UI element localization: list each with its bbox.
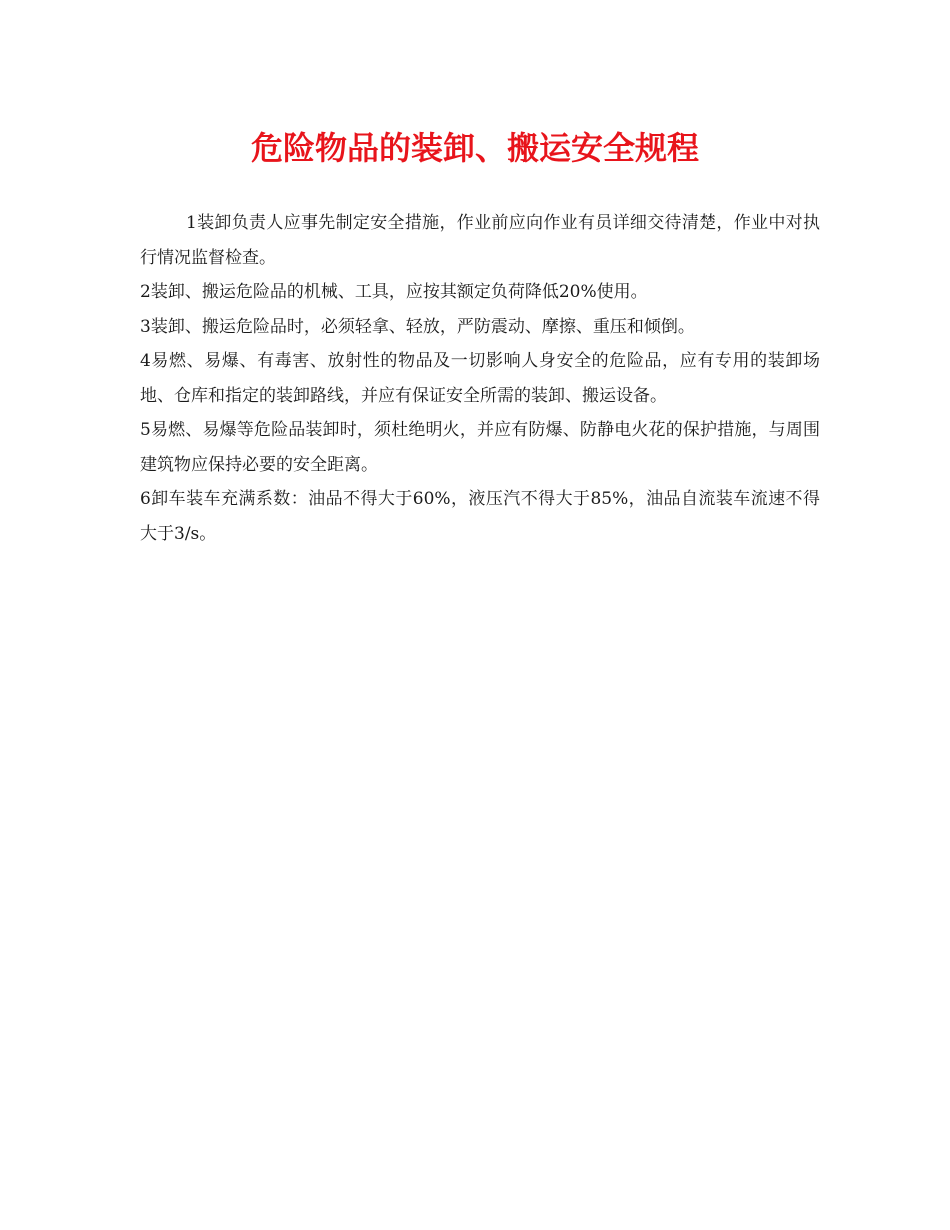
rule-paragraph-3: 3装卸、搬运危险品时，必须轻拿、轻放，严防震动、摩擦、重压和倾倒。 (140, 316, 695, 337)
rule-paragraph-2: 2装卸、搬运危险品的机械、工具，应按其额定负荷降低20%使用。 (140, 282, 648, 302)
rule-paragraph-1: 1装卸负责人应事先制定安全措施，作业前应向作业有员详细交待清楚，作业中对执行情况监督检查。 (140, 213, 820, 268)
rule-paragraph-4: 4易燃、易爆、有毒害、放射性的物品及一切影响人身安全的危险品，应有专用的装卸场地、仓库和指定的装卸路线，并应有保证安全所需的装卸、搬运设备。 (140, 351, 820, 406)
document-body (140, 206, 820, 551)
document-title: 危险物品的装卸、搬运安全规程 (250, 129, 699, 167)
rule-paragraph-6: 6卸车装车充满系数：油品不得大于60%，液压汽不得大于85%，油品自流装车流速不得大于3/s。 (140, 489, 820, 544)
rule-paragraph-5: 5易燃、易爆等危险品装卸时，须杜绝明火，并应有防爆、防静电火花的保护措施，与周围建筑物应保持必要的安全距离。 (140, 420, 820, 475)
